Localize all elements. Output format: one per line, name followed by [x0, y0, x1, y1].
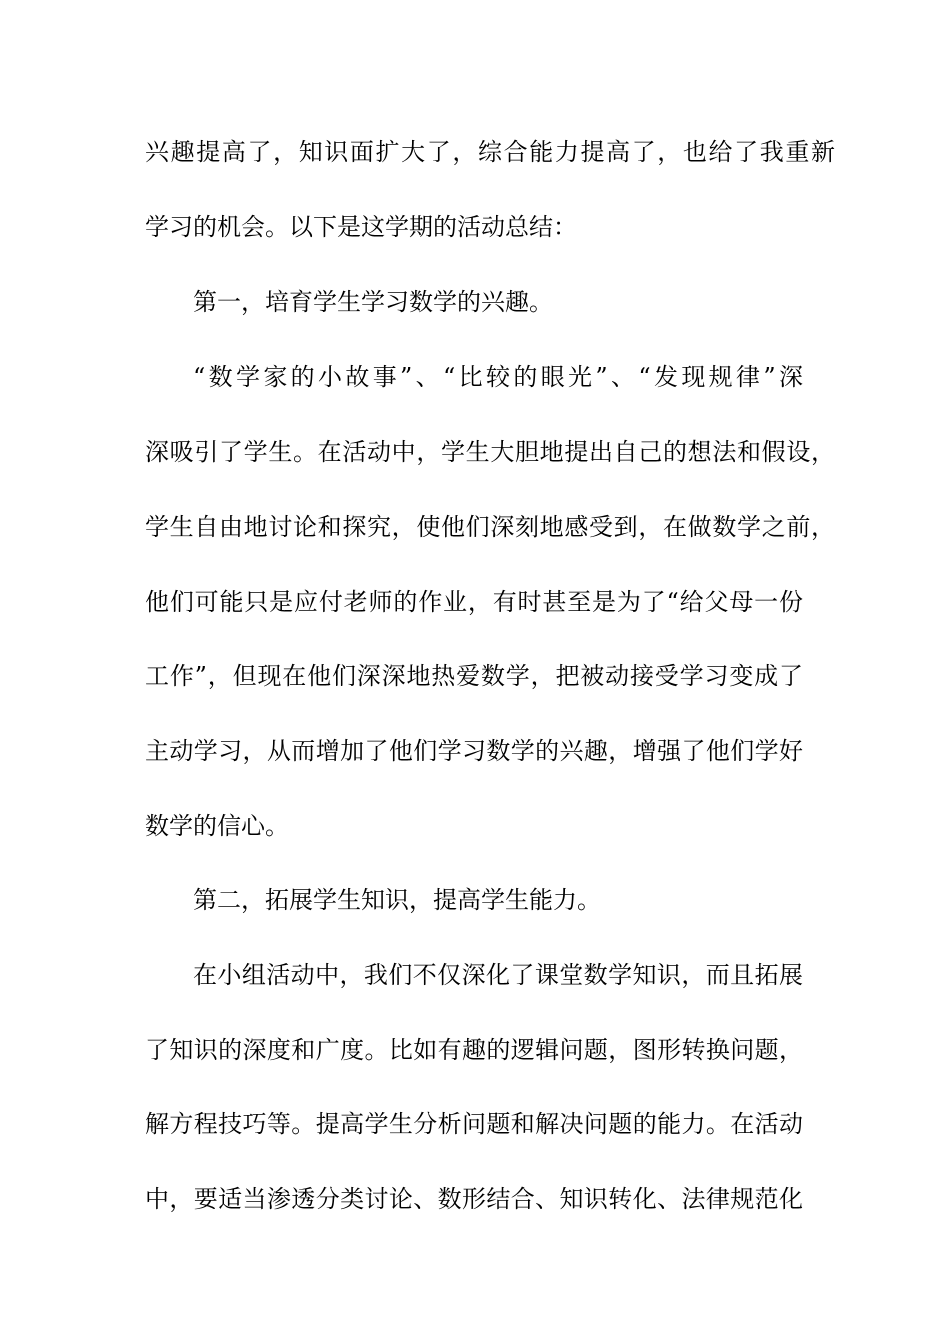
paragraph-line: 学生自由地讨论和探究，使他们深刻地感受到，在做数学之前， [145, 513, 835, 541]
paragraph-line: 学习的机会。以下是这学期的活动总结： [145, 213, 577, 241]
paragraph-line: “数学家的小故事”、“比较的眼光”、“发现规律”深 [193, 363, 803, 391]
paragraph-line: 在小组活动中，我们不仅深化了课堂数学知识，而且拓展 [193, 961, 803, 989]
paragraph-line: 兴趣提高了，知识面扩大了，综合能力提高了，也给了我重新 [145, 138, 835, 166]
section-heading: 第二，拓展学生知识，提高学生能力。 [193, 886, 601, 914]
paragraph-line: 解方程技巧等。提高学生分析问题和解决问题的能力。在活动 [145, 1110, 803, 1138]
paragraph-line: 主动学习，从而增加了他们学习数学的兴趣，增强了他们学好 [145, 737, 803, 765]
paragraph-line: 数学的信心。 [145, 812, 289, 840]
paragraph-line: 中，要适当渗透分类讨论、数形结合、知识转化、法律规范化 [145, 1185, 803, 1213]
section-heading: 第一，培育学生学习数学的兴趣。 [193, 288, 553, 316]
paragraph-line: 深吸引了学生。在活动中，学生大胆地提出自己的想法和假设， [145, 438, 835, 466]
paragraph-line: 他们可能只是应付老师的作业，有时甚至是为了“给父母一份 [145, 588, 803, 616]
paragraph-line: 了知识的深度和广度。比如有趣的逻辑问题，图形转换问题， [145, 1036, 803, 1064]
paragraph-line: 工作”，但现在他们深深地热爱数学，把被动接受学习变成了 [145, 662, 803, 690]
